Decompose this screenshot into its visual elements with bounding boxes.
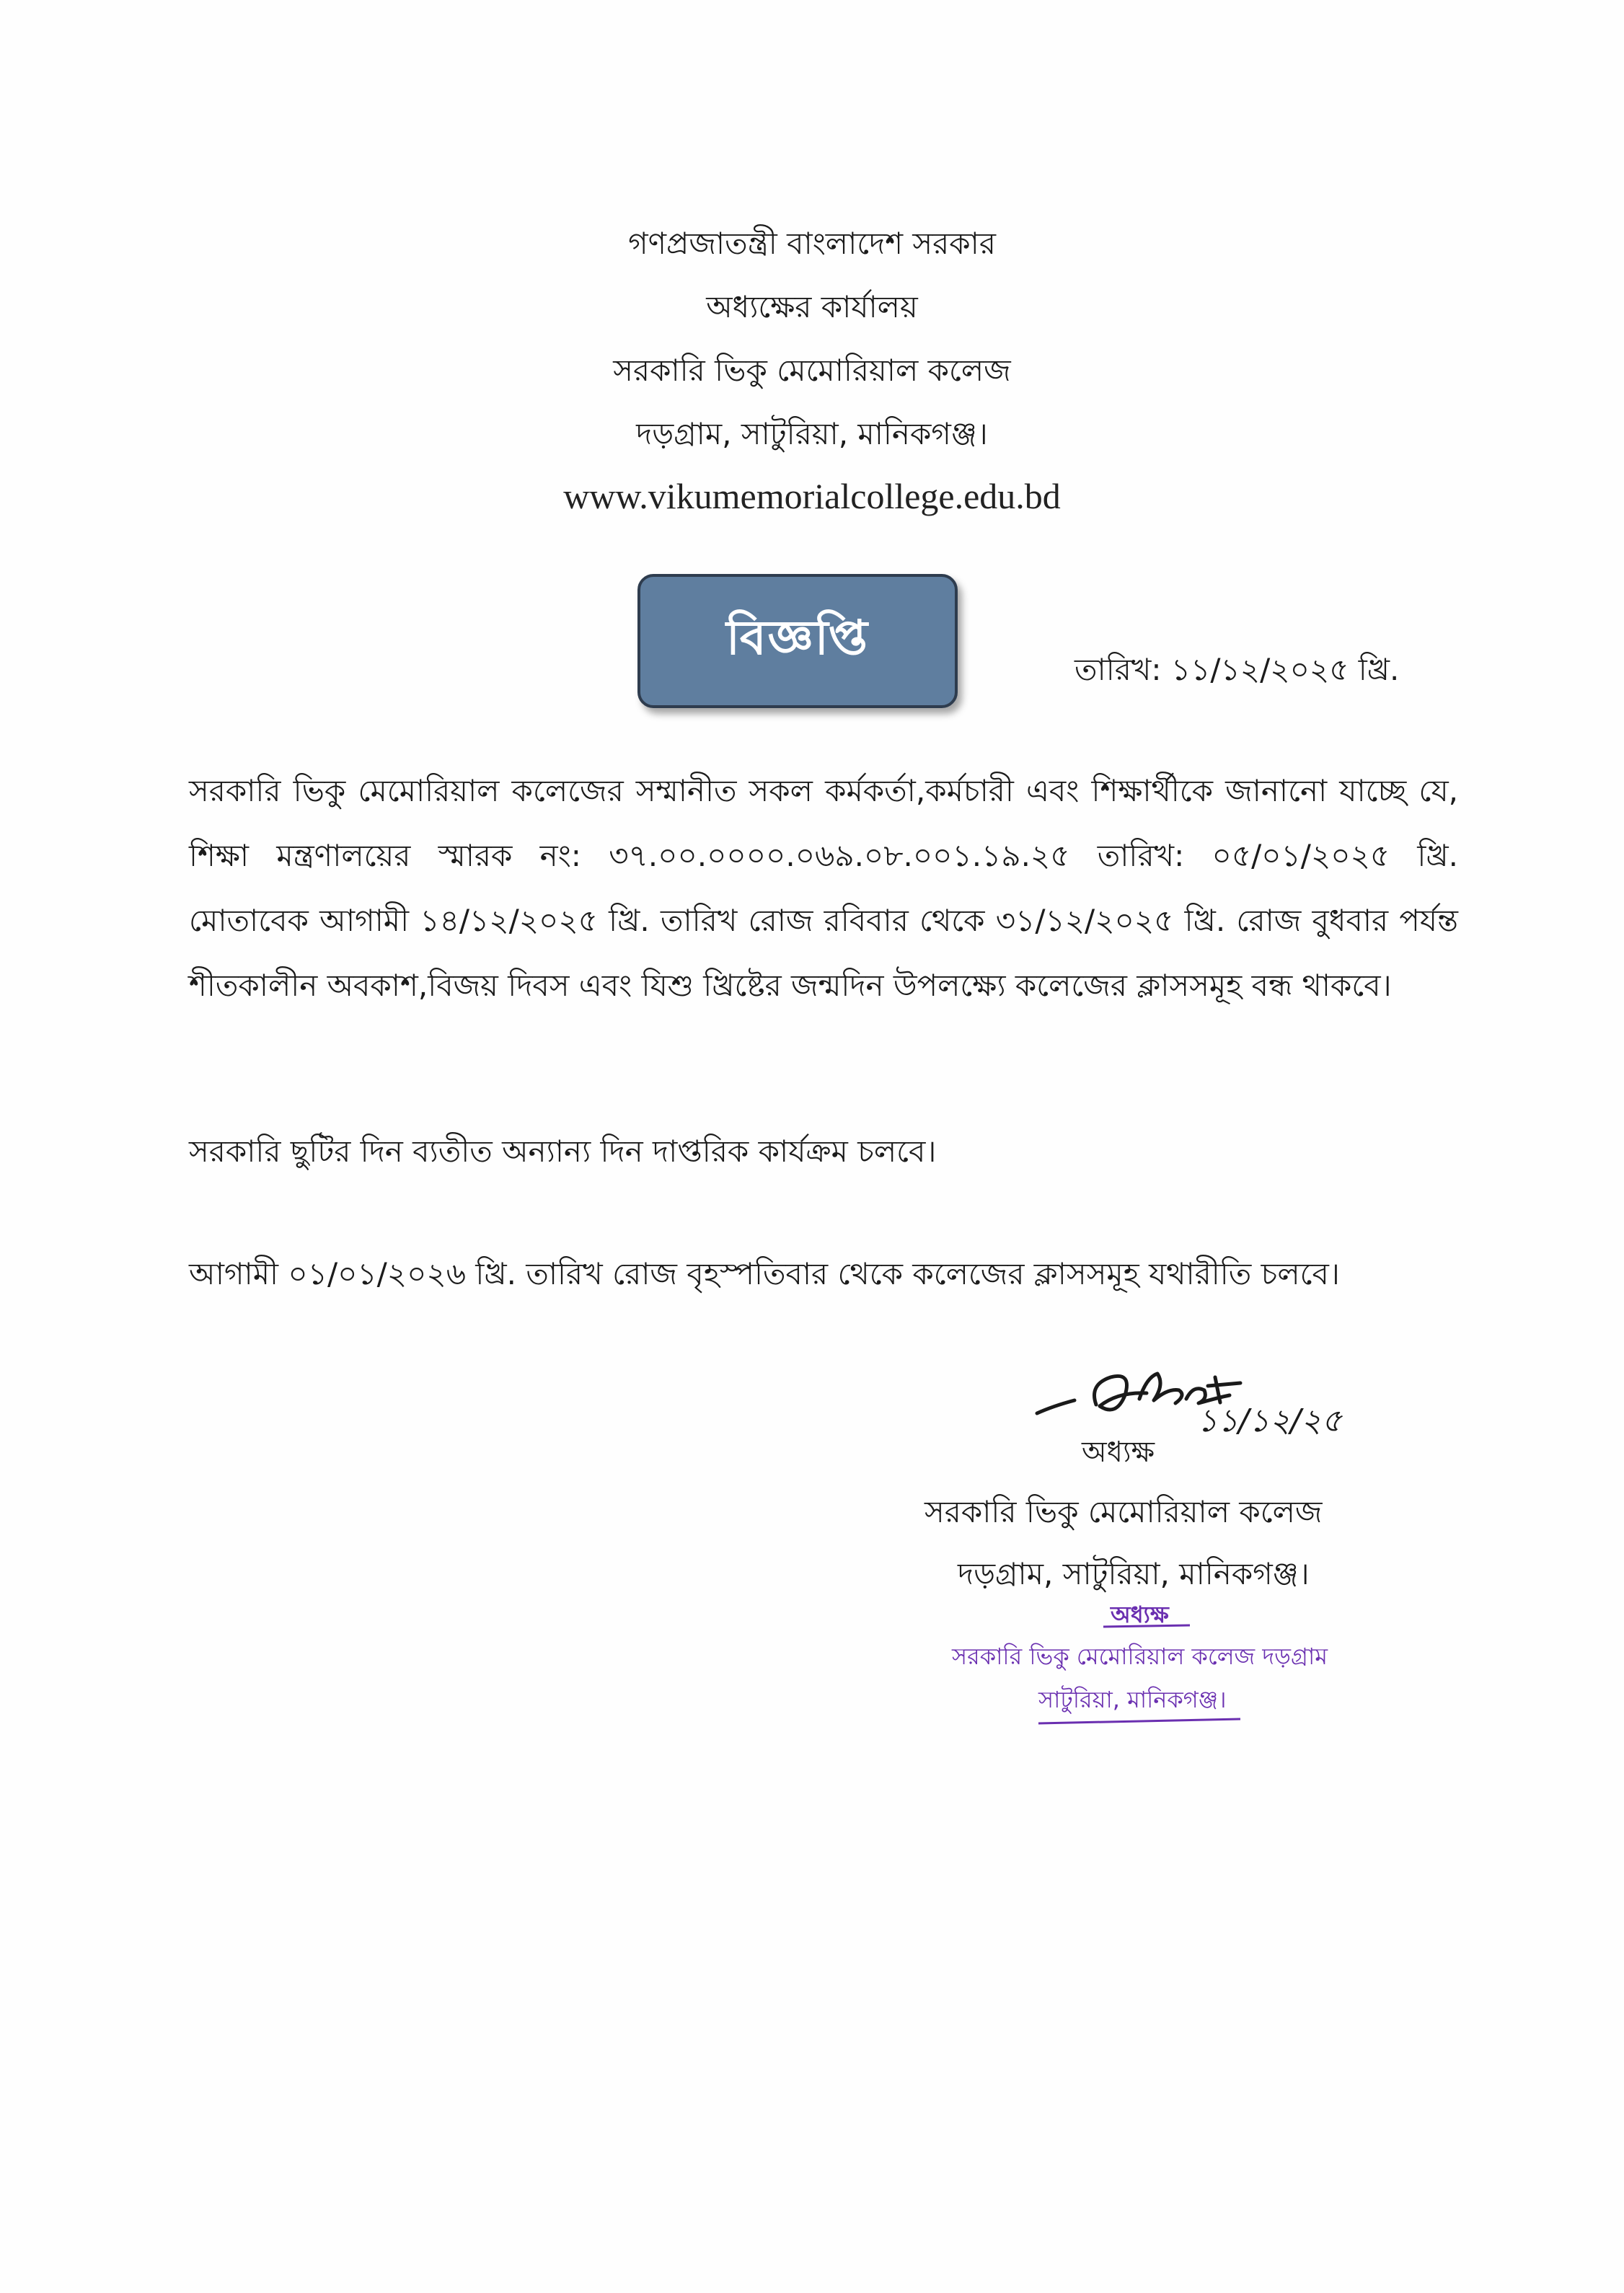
notice-paragraph-2: সরকারি ছুটির দিন ব্যতীত অন্যান্য দিন দাপ্তরিক কার্যক্রম চলবে। (189, 1134, 937, 1169)
college-address: দড়গ্রাম, সাটুরিয়া, মানিকগঞ্জ। (636, 416, 988, 451)
college-website[interactable]: www.vikumemorialcollege.edu.bd (563, 476, 1061, 516)
notice-paragraph-1: সরকারি ভিকু মেমোরিয়াল কলেজের সম্মানীত সকল কর্মকর্তা,কর্মচারী এবং শিক্ষার্থীকে জানানো যাচ্ছে যে, শিক্ষা মন্ত্রণালয়ের স্মারক নং: ৩৭.০০.০০০০.০৬৯.০৮.০০১.১৯.২৫ তারিখ: ০৫/০১/২০২৫ খ্রি. মোতাবেক আগামী ১৪/১২/২০২৫ খ্রি. তারিখ রোজ রবিবার থেকে ৩১/১২/২০২৫ খ্রি. রোজ বুধবার পর্যন্ত শীতকালীন অবকাশ,বিজয় দিবস এবং যিশু খ্রিষ্টের জন্মদিন উপলক্ষ্যে কলেজের ক্লাসসমূহ বন্ধ থাকবে। (189, 773, 1458, 1003)
notice-paragraph-3: আগামী ০১/০১/২০২৬ খ্রি. তারিখ রোজ বৃহস্পতিবার থেকে কলেজের ক্লাসসমূহ যথারীতি চলবে। (189, 1256, 1340, 1291)
signature-designation: অধ্যক্ষ (1082, 1436, 1155, 1469)
signature-address: দড়গ্রাম, সাটুরিয়া, মানিকগঞ্জ। (958, 1556, 1310, 1591)
signature-date: ১১/১২/২৫ (1197, 1402, 1343, 1439)
notice-date: তারিখ: ১১/১২/২০২৫ খ্রি. (1074, 652, 1400, 687)
notice-title: বিজ্ঞপ্তি (726, 610, 869, 666)
signature-college: সরকারি ভিকু মেমোরিয়াল কলেজ (924, 1494, 1323, 1529)
stamp-designation: অধ্যক্ষ (1111, 1601, 1169, 1628)
government-name: গণপ্রজাতন্ত্রী বাংলাদেশ সরকার (628, 226, 996, 261)
office-stamp (937, 1594, 1370, 1731)
stamp-college: সরকারি ভিকু মেমোরিয়াল কলেজ দড়গ্রাম (952, 1643, 1328, 1670)
notice-title-box (637, 574, 958, 708)
stamp-address: সাটুরিয়া, মানিকগঞ্জ। (1038, 1686, 1227, 1713)
college-name: সরকারি ভিকু মেমোরিয়াল কলেজ (613, 353, 1011, 388)
office-name: অধ্যক্ষের কার্যালয় (706, 289, 918, 324)
